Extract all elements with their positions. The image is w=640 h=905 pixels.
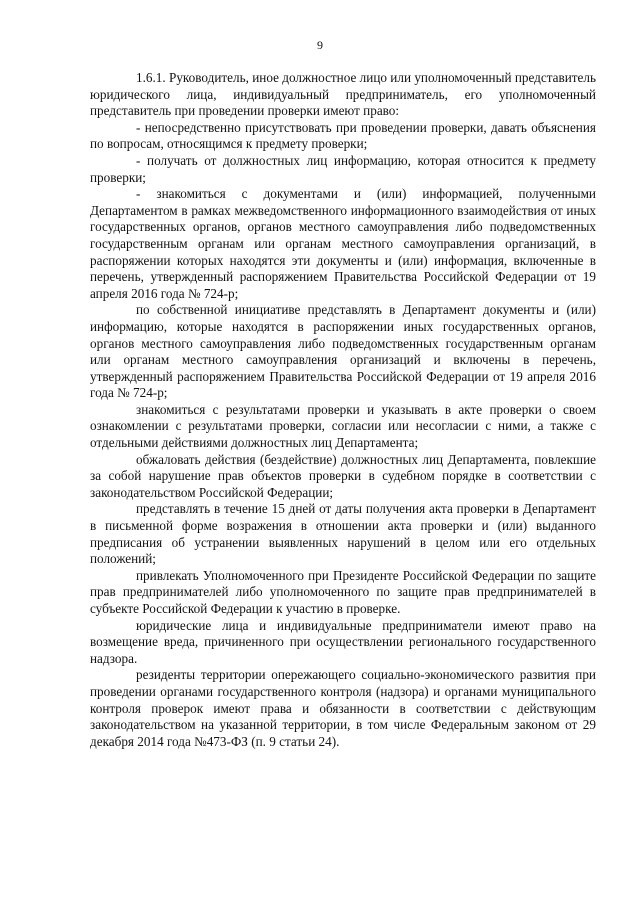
paragraph-right-attend: - непосредственно присутствовать при проведении проверки, давать объяснения по вопросам, относящимся к предмету проверки; — [90, 119, 596, 152]
paragraph-1-6-1-intro: 1.6.1. Руководитель, иное должностное лицо или уполномоченный представитель юридического лица, индивидуальный предприниматель, его уполномоченный представитель при проведении проверки имеют право: — [90, 70, 596, 119]
page-number: 9 — [317, 38, 323, 52]
paragraph-right-submit-documents: по собственной инициативе представлять в Департамент документы и (или) информацию, которые находятся в распоряжении иных государственных органов, органов местного самоуправления либо подведомственных государственным органам или органам местного самоуправления организаций и включены в перечень, утвержденный распоряжением Правительства Российской Федерации от 19 апреля 2016 года № 724-р; — [90, 302, 596, 401]
paragraph-right-objections: представлять в течение 15 дней от даты получения акта проверки в Департамент в письменной форме возражения в отношении акта проверки и (или) выданного предписания об устранении выявленных нарушений в целом или его отдельных положений; — [90, 501, 596, 567]
paragraph-residents-tor: резиденты территории опережающего социально-экономического развития при проведении органами государственного контроля (надзора) и органами муниципального контроля проверок имеют права и обязанности в соответствии с действующим законодательством на указанной территории, в том числе Федеральным законом от 29 декабря 2014 года №473-ФЗ (п. 9 статьи 24). — [90, 667, 596, 749]
paragraph-right-ombudsman: привлекать Уполномоченного при Президенте Российской Федерации по защите прав предпринимателей либо уполномоченного по защите прав предпринимателей в субъекте Российской Федерации к участию в проверке. — [90, 567, 596, 616]
paragraph-right-review-results: знакомиться с результатами проверки и указывать в акте проверки о своем ознакомлении с результатами проверки, согласии или несогласии с ними, а также с отдельными действиями должностных лиц Департамента; — [90, 401, 596, 451]
document-body — [90, 70, 596, 750]
paragraph-right-appeal: обжаловать действия (бездействие) должностных лиц Департамента, повлекшие за собой нарушение прав объектов проверки в судебном порядке в соответствии с законодательством Российской Федерации; — [90, 451, 596, 500]
paragraph-right-receive-info: - получать от должностных лиц информацию, которая относится к предмету проверки; — [90, 152, 596, 185]
paragraph-right-review-documents: - знакомиться с документами и (или) информацией, полученными Департаментом в рамках межведомственного информационного взаимодействия от иных государственных органов, органов местного самоуправления либо подведомственных государственным органам или органам местного самоуправления организаций, в распоряжении которых находятся эти документы и (или) информация, включенные в перечень, утвержденный распоряжением Правительства Российской Федерации от 19 апреля 2016 года № 724-р; — [90, 186, 596, 301]
paragraph-right-compensation: юридические лица и индивидуальные предприниматели имеют право на возмещение вреда, причиненного при осуществлении регионального государственного надзора. — [90, 617, 596, 666]
